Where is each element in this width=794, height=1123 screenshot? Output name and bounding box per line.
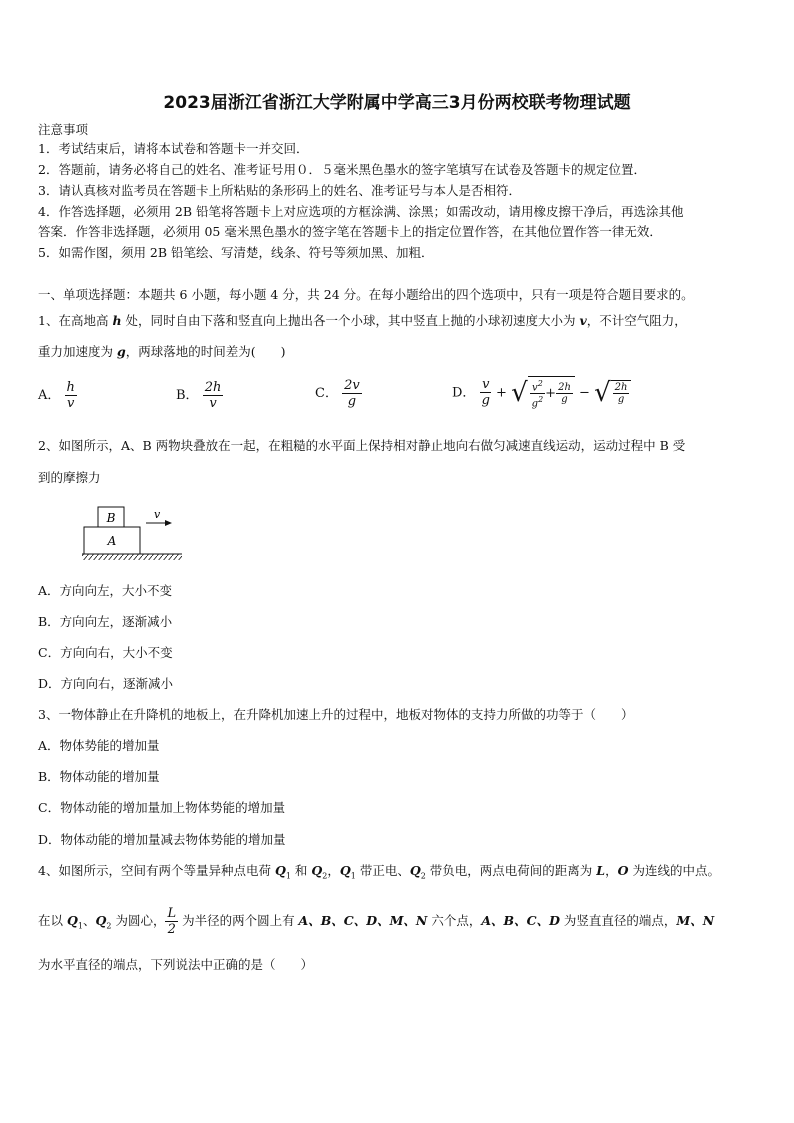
notice-item: 5．如需作图，须用 2B 铅笔绘、写清楚，线条、符号等须加黑、加粗． [38, 245, 434, 260]
notice-item: 1．考试结束后，请将本试卷和答题卡一并交回． [38, 141, 309, 156]
q2-option-b[interactable]: B．方向向左，逐渐减小 [38, 614, 173, 629]
q1-option-a[interactable]: A． $\frac{h}{v}$ [38, 380, 75, 411]
velocity-label: v [154, 508, 161, 521]
q2-option-c[interactable]: C．方向向右，大小不变 [38, 645, 173, 660]
notice-item: 4．作答选择题，必须用 2B 铅笔将答题卡上对应选项的方框涂满、涂黑；如需改动，请用橡皮擦干净后，再选涂其他 [38, 204, 684, 219]
q1-option-d[interactable]: D． $\frac{v}{g}$ + √ $\frac{v^2}{g^2}$ + $\frac{2h}{g}$ − √ $\frac{2h}{g}$ [452, 376, 631, 410]
q2-figure [82, 502, 182, 564]
q3-option-d[interactable]: D．物体动能的增加量减去物体势能的增加量 [38, 832, 286, 847]
q2-stem-line1: 2、如图所示，A、B 两物块叠放在一起，在粗糙的水平面上保持相对静止地向右做匀减速直线运动，运动过程中 B 受 [38, 438, 686, 453]
ground-hatch [82, 554, 182, 560]
q4-stem-line1: 4、如图所示，空间有两个等量异种点电荷 $Q_1$ 和 $Q_2$，$Q_1$ 带正电、$Q_2$ 带负电，两点电荷间的距离为 L，O 为连线的中点。 [38, 863, 720, 881]
q3-stem: 3、一物体静止在升降机的地板上，在升降机加速上升的过程中，地板对物体的支持力所做的功等于（ ） [38, 707, 634, 722]
q2-stem-line2: 到的摩擦力 [38, 470, 101, 485]
q2-option-a[interactable]: A．方向向左，大小不变 [38, 583, 173, 598]
q3-option-c[interactable]: C．物体动能的增加量加上物体势能的增加量 [38, 800, 286, 815]
block-a-label: A [107, 534, 117, 548]
q3-option-b[interactable]: B．物体动能的增加量 [38, 769, 160, 784]
notice-item: 3．请认真核对监考员在答题卡上所粘贴的条形码上的姓名、准考证号与本人是否相符． [38, 183, 521, 198]
q4-stem-line3: 为水平直径的端点，下列说法中正确的是（ ） [38, 957, 314, 972]
q1-option-c[interactable]: C． $\frac{2v}{g}$ [315, 378, 360, 409]
notice-heading: 注意事项 [38, 122, 89, 137]
notice-item: 2．答题前，请务必将自己的姓名、准考证号用０．５毫米黑色墨水的签字笔填写在试卷及答题卡的规定位置． [38, 162, 646, 177]
page-title: 2023届浙江省浙江大学附属中学高三3月份两校联考物理试题 [163, 93, 631, 113]
q1-option-b[interactable]: B． $\frac{2h}{v}$ [176, 380, 222, 411]
velocity-arrow-head [165, 520, 172, 526]
q2-option-d[interactable]: D．方向向右，逐渐减小 [38, 676, 174, 691]
q4-stem-line2: 在以 $Q_1$、$Q_2$ 为圆心， $\frac{L}{2}$ 为半径的两个圆上有 A、B、C、D、M、N 六个点，A、B、C、D 为竖直直径的端点，M、N [38, 906, 715, 937]
q1-stem-line2: 重力加速度为 g，两球落地的时间差为( ) [38, 344, 286, 359]
notice-item: 答案．作答非选择题，必须用 05 毫米黑色墨水的签字笔在答题卡上的指定位置作答，在其他位置作答一律无效． [38, 224, 662, 239]
q1-stem-line1: 1、在高地高 h 处，同时自由下落和竖直向上抛出各一个小球，其中竖直上抛的小球初速度大小为 v，不计空气阻力， [38, 313, 687, 328]
section-heading: 一、单项选择题：本题共 6 小题，每小题 4 分，共 24 分。在每小题给出的四个选项中，只有一项是符合题目要求的。 [38, 287, 694, 302]
block-b-label: B [106, 511, 116, 525]
q3-option-a[interactable]: A．物体势能的增加量 [38, 738, 160, 753]
